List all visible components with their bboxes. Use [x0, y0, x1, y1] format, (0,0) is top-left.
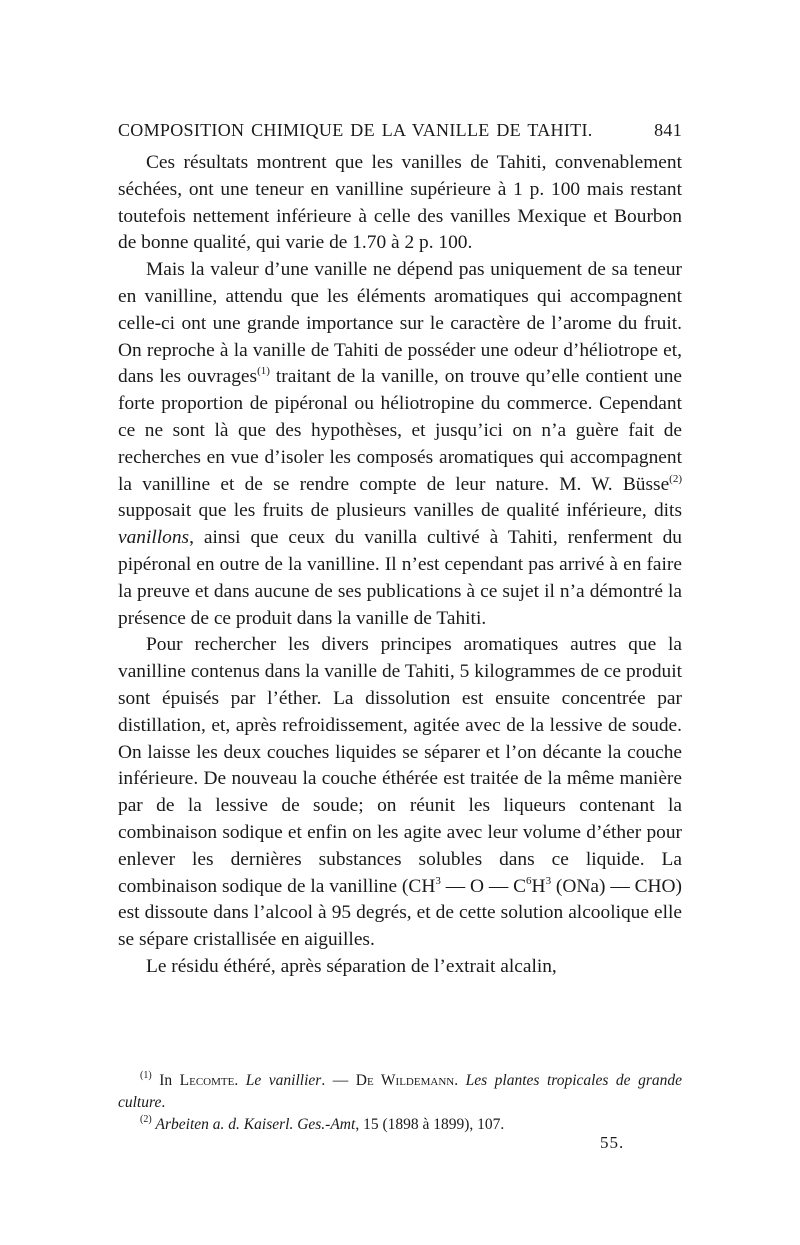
- footnote-1-author-2: De Wildemann: [355, 1072, 455, 1089]
- signature-mark: 55.: [600, 1133, 625, 1152]
- paragraph-2: [118, 257, 682, 632]
- footnote-ref-2[interactable]: (2): [669, 472, 682, 485]
- footnote-1: $^{(1)}$ In Lecomte. Le vanillier. — De Wildemann. Les plantes tropicales de grande culture.: [118, 1070, 682, 1111]
- formula-superscript-2: 6: [526, 874, 532, 887]
- running-title: COMPOSITION CHIMIQUE DE LA VANILLE DE TAHITI.: [118, 120, 593, 140]
- footnote-1-author-1: Lecomte: [179, 1072, 235, 1089]
- footnotes: [118, 1070, 682, 1136]
- paragraph-1: Ces résultats montrent que les vanilles de Tahiti, convenablement séchées, ont une teneur en vanilline supérieure à 1 p. 100 mais restant toutefois nettement inférieure à celle des vanilles Mexique et Bourbon de bonne qualité, qui varie de 1.70 à 2 p. 100.: [118, 152, 682, 254]
- paragraph-2-part-a: Mais la valeur d’une vanille ne dépend pas uniquement de sa teneur en vanilline, attendu que les éléments aromatiques qui accompagnent celle-ci ont une grande importance sur le caractère de l’arome du fruit. On reproche à la vanille de Tahiti de posséder une odeur d’héliotrope et, dans les ouvrages: [118, 259, 682, 388]
- footnote-2-mark: (2): [140, 1114, 152, 1125]
- footnote-2-details: , 15 (1898 à 1899), 107.: [355, 1116, 505, 1133]
- footnote-1-separator: . —: [321, 1072, 356, 1089]
- paragraph-3: [118, 632, 682, 954]
- footnote-2: [118, 1114, 682, 1136]
- paragraph-4: Le résidu éthéré, après séparation de l’extrait alcalin,: [146, 955, 557, 977]
- vanillons-term: vanillons: [118, 527, 190, 549]
- paragraph-3-part-b: — O — C: [440, 875, 527, 897]
- footnote-1-title-1: Le vanillier: [245, 1072, 322, 1089]
- formula-superscript-3: 3: [545, 874, 552, 887]
- running-header: [118, 120, 682, 141]
- paragraph-3-part-a: Pour rechercher les divers principes aromatiques autres que la vanilline contenus dans la vanille de Tahiti, 5 kilogrammes de ce produit sont épuisés par l’éther. La dissolution est ensuite concentrée par distillation, et, après refroidissement, agitée avec de la lessive de soude. On laisse les deux couches liquides se séparer et l’on décante la couche inférieure. De nouveau la couche éthérée est traitée de la même manière par de la lessive de soude; on réunit les liqueurs contenant la combinaison sodique et enfin on les agite avec leur volume d’éther pour enlever les dernières substances solubles dans ce liquide. La combinaison sodique de la vanilline (CH: [118, 634, 682, 897]
- page-number: 841: [654, 120, 682, 140]
- footnote-1-title-2: Les plantes tropicales de grande culture: [118, 1072, 682, 1111]
- paragraph-3-part-d: (ONa) — CHO) est dissoute dans l’alcool à 95 degrés, et de cette solution alcoolique elle se sépare cristallisée en aiguilles.: [118, 875, 682, 951]
- paragraph-2-part-c: supposait que les fruits de plusieurs vanilles de qualité inférieure, dits: [118, 500, 682, 522]
- footnote-ref-1[interactable]: (1): [257, 365, 270, 378]
- footnote-1-in: In: [159, 1072, 180, 1089]
- body-text: [118, 150, 682, 981]
- paragraph-2-part-d: , ainsi que ceux du vanilla cultivé à Tahiti, renferment du pipéronal en outre de la vanilline. Il n’est cependant pas arrivé à en faire la preuve et dans aucune de ses publications à ce sujet il n’a démontré la présence de ce produit dans la vanille de Tahiti.: [118, 527, 682, 629]
- footnote-1-mark: (1): [140, 1070, 152, 1081]
- formula-superscript-1: 3: [435, 874, 441, 887]
- footnote-2-title: Arbeiten a. d. Kaiserl. Ges.-Amt: [155, 1116, 356, 1133]
- paragraph-3-part-c: H: [531, 875, 546, 897]
- paragraph-2-part-b: traitant de la vanille, on trouve qu’elle contient une forte proportion de pipéronal ou héliotropine du commerce. Cependant ce ne sont là que des hypothèses, et jusqu’ici on n’a guère fait de recherches en vue d’isoler les composés aromatiques qui accompagnent la vanilline et de se rendre compte de leur nature. M. W. Büsse: [118, 366, 682, 495]
